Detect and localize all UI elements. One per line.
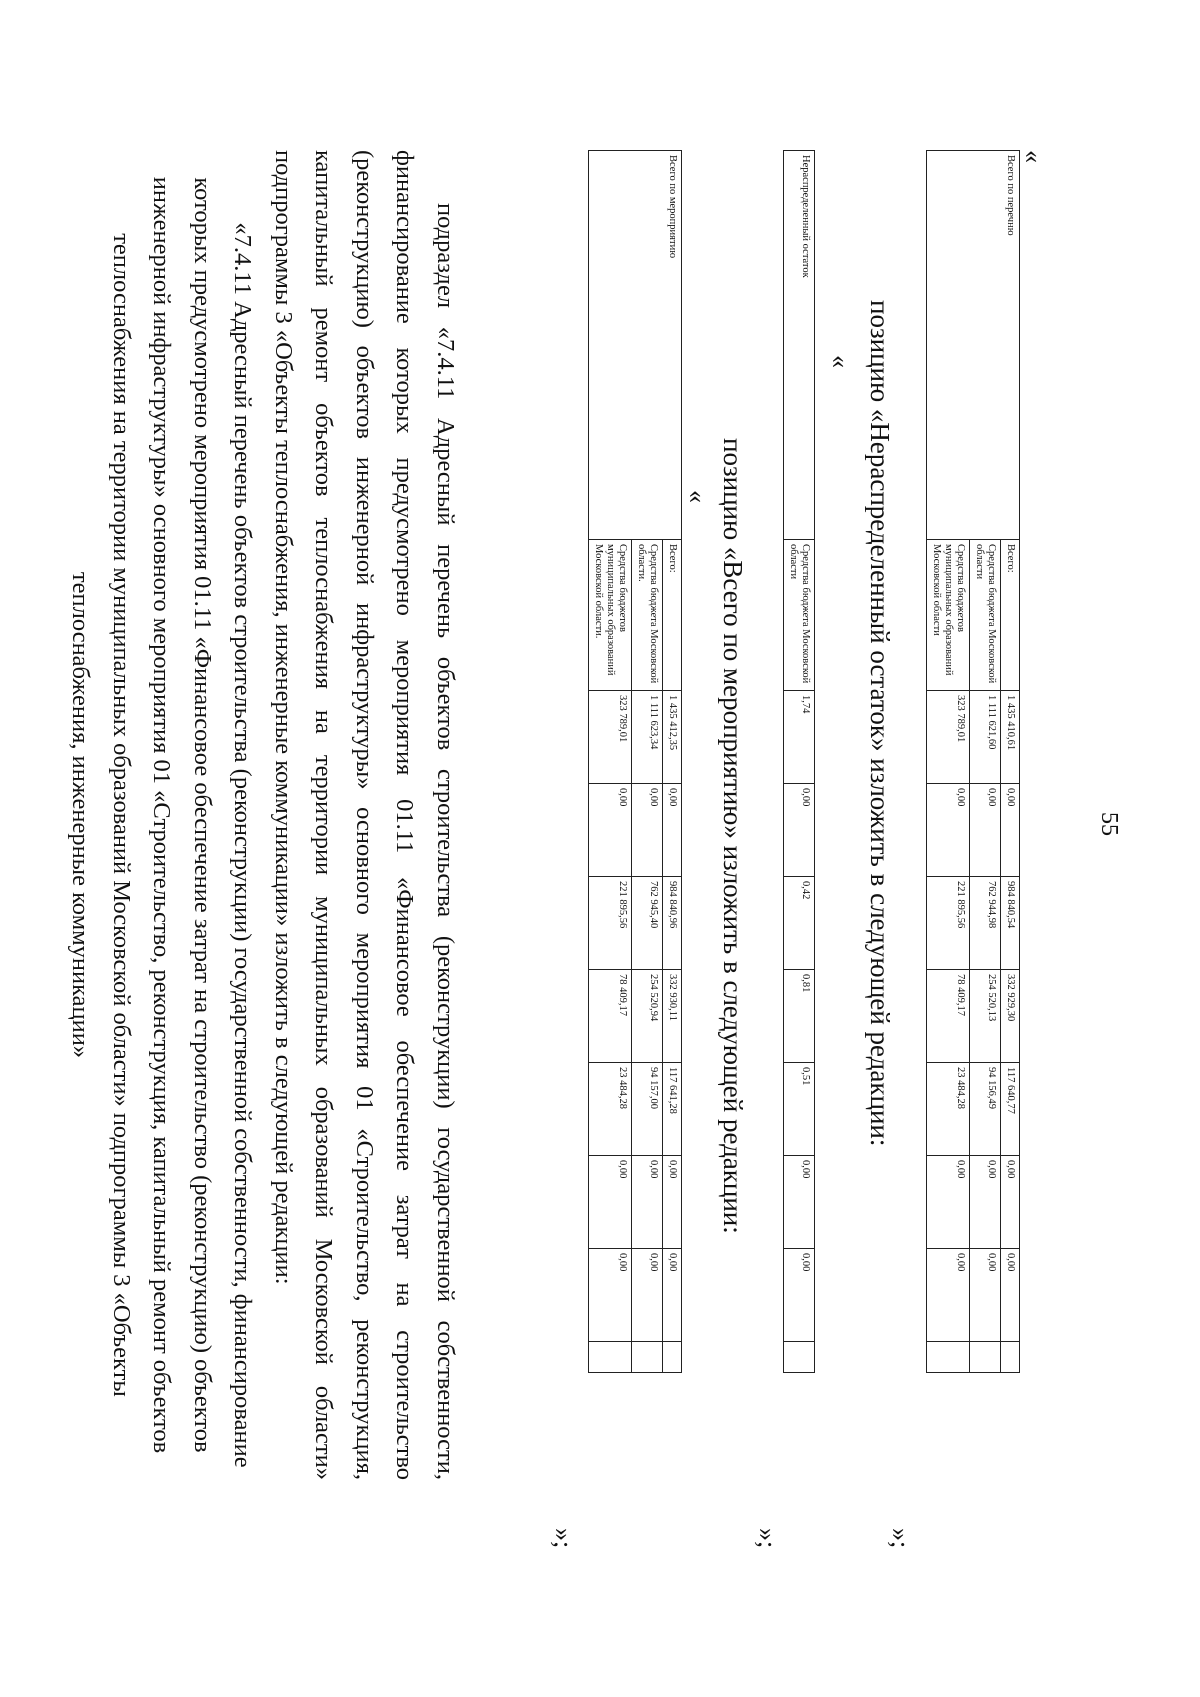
value-cell: 0,00 xyxy=(926,784,969,877)
value-cell: 0,00 xyxy=(783,1249,814,1342)
value-cell: 0,81 xyxy=(783,970,814,1063)
funding-source-cell: Средства бюджетов муниципальных образований Московской области xyxy=(926,540,969,691)
funding-source-cell: Всего: xyxy=(1000,540,1019,691)
value-cell: 0,00 xyxy=(662,1249,681,1342)
page-number: 55 xyxy=(1096,812,1122,836)
value-cell: 0,00 xyxy=(783,1156,814,1249)
value-cell: 0,00 xyxy=(631,1156,662,1249)
open-quote: « xyxy=(1019,150,1048,163)
empty-cell xyxy=(969,1342,1000,1373)
table-total-measure xyxy=(588,150,682,1373)
funding-source-cell: Всего: xyxy=(662,540,681,691)
quoted-section-title: «7.4.11 Адресный перечень объектов строительства (реконструкции) государственной собственности, финансирование которых предусмотрено мероприятия 01.11 «Финансовое обеспечение затрат на строительство (реконструкцию) объектов инженерной инфраструктуры» основного мероприятия 01 «Строительство, реконструкция, капитальный ремонт объектов теплоснабжения на территории муниципальных образований Московской области» подпрограммы 3 «Объекты теплоснабжения, инженерные коммуникации» xyxy=(67,176,257,1468)
value-cell: 94 156,49 xyxy=(969,1063,1000,1156)
value-cell: 0,42 xyxy=(783,877,814,970)
value-cell: 0,00 xyxy=(588,1249,631,1342)
value-cell: 0,00 xyxy=(783,784,814,877)
value-cell: 984 840,54 xyxy=(1000,877,1019,970)
row-group-name: Нераспределенный остаток xyxy=(783,151,814,540)
value-cell: 0,00 xyxy=(662,784,681,877)
value-cell: 0,00 xyxy=(1000,1249,1019,1342)
value-cell: 117 641,28 xyxy=(662,1063,681,1156)
empty-cell xyxy=(1000,1342,1019,1373)
funding-source-cell: Средства бюджета Московской области. xyxy=(631,540,662,691)
value-cell: 78 409,17 xyxy=(926,970,969,1063)
close-quote: »; xyxy=(753,1528,782,1549)
table-row xyxy=(662,151,681,1373)
value-cell: 1,74 xyxy=(783,691,814,784)
open-quote: « xyxy=(683,490,712,503)
section-heading-unallocated: позицию «Нераспределенный остаток» изложить в следующей редакции: xyxy=(865,300,895,1147)
table-row xyxy=(783,151,814,1373)
value-cell: 117 640,77 xyxy=(1000,1063,1019,1156)
table-row xyxy=(1000,151,1019,1373)
value-cell: 0,00 xyxy=(662,1156,681,1249)
value-cell: 332 930,11 xyxy=(662,970,681,1063)
funding-source-cell: Средства бюджета Московской области xyxy=(969,540,1000,691)
close-quote: »; xyxy=(549,1528,578,1549)
value-cell: 323 789,01 xyxy=(588,691,631,784)
empty-cell xyxy=(588,1342,631,1373)
value-cell: 221 895,56 xyxy=(588,877,631,970)
funding-source-cell: Средства бюджета Московской области xyxy=(783,540,814,691)
value-cell: 0,00 xyxy=(631,1249,662,1342)
row-group-name: Всего по мероприятию xyxy=(588,151,681,540)
value-cell: 0,00 xyxy=(969,1156,1000,1249)
value-cell: 0,51 xyxy=(783,1063,814,1156)
value-cell: 0,00 xyxy=(926,1249,969,1342)
value-cell: 78 409,17 xyxy=(588,970,631,1063)
open-quote: « xyxy=(826,355,855,368)
amendment-text xyxy=(263,150,466,1480)
value-cell: 23 484,28 xyxy=(588,1063,631,1156)
empty-cell xyxy=(783,1342,814,1373)
value-cell: 332 929,30 xyxy=(1000,970,1019,1063)
value-cell: 254 520,13 xyxy=(969,970,1000,1063)
value-cell: 984 840,96 xyxy=(662,877,681,970)
value-cell: 0,00 xyxy=(631,784,662,877)
value-cell: 0,00 xyxy=(926,1156,969,1249)
value-cell: 1 435 410,61 xyxy=(1000,691,1019,784)
value-cell: 0,00 xyxy=(588,1156,631,1249)
empty-cell xyxy=(926,1342,969,1373)
value-cell: 221 895,56 xyxy=(926,877,969,970)
value-cell: 0,00 xyxy=(969,784,1000,877)
table-unallocated xyxy=(783,150,815,1373)
amendment-text-body: подраздел «7.4.11 Адресный перечень объектов строительства (реконструкции) государственной собственности, финансирование которых предусмотрено мероприятия 01.11 «Финансовое обеспечение затрат на строительство (реконструкцию) объектов инженерной инфраструктуры» основного мероприятия 01 «Строительство, реконструкция, капитальный ремонт объектов теплоснабжения на территории муниципальных образований Московской области» подпрограммы 3 «Объекты теплоснабжения, инженерные коммуникации» изложить в следующей редакции: xyxy=(270,150,459,1480)
value-cell: 1 111 623,34 xyxy=(631,691,662,784)
close-quote: »; xyxy=(886,1528,915,1549)
amendment-paragraph xyxy=(60,150,465,1480)
empty-cell xyxy=(662,1342,681,1373)
value-cell: 1 111 621,60 xyxy=(969,691,1000,784)
value-cell: 254 520,94 xyxy=(631,970,662,1063)
table-total-list xyxy=(926,150,1020,1373)
value-cell: 323 789,01 xyxy=(926,691,969,784)
value-cell: 0,00 xyxy=(1000,784,1019,877)
section-heading-total-measure: позицию «Всего по мероприятию» изложить в следующей редакции: xyxy=(718,438,748,1234)
value-cell: 0,00 xyxy=(588,784,631,877)
empty-cell xyxy=(631,1342,662,1373)
value-cell: 94 157,00 xyxy=(631,1063,662,1156)
value-cell: 0,00 xyxy=(1000,1156,1019,1249)
value-cell: 762 945,40 xyxy=(631,877,662,970)
value-cell: 0,00 xyxy=(969,1249,1000,1342)
value-cell: 1 435 412,35 xyxy=(662,691,681,784)
row-group-name: Всего по перечню xyxy=(926,151,1019,540)
value-cell: 23 484,28 xyxy=(926,1063,969,1156)
value-cell: 762 944,98 xyxy=(969,877,1000,970)
funding-source-cell: Средства бюджетов муниципальных образований Московской области. xyxy=(588,540,631,691)
